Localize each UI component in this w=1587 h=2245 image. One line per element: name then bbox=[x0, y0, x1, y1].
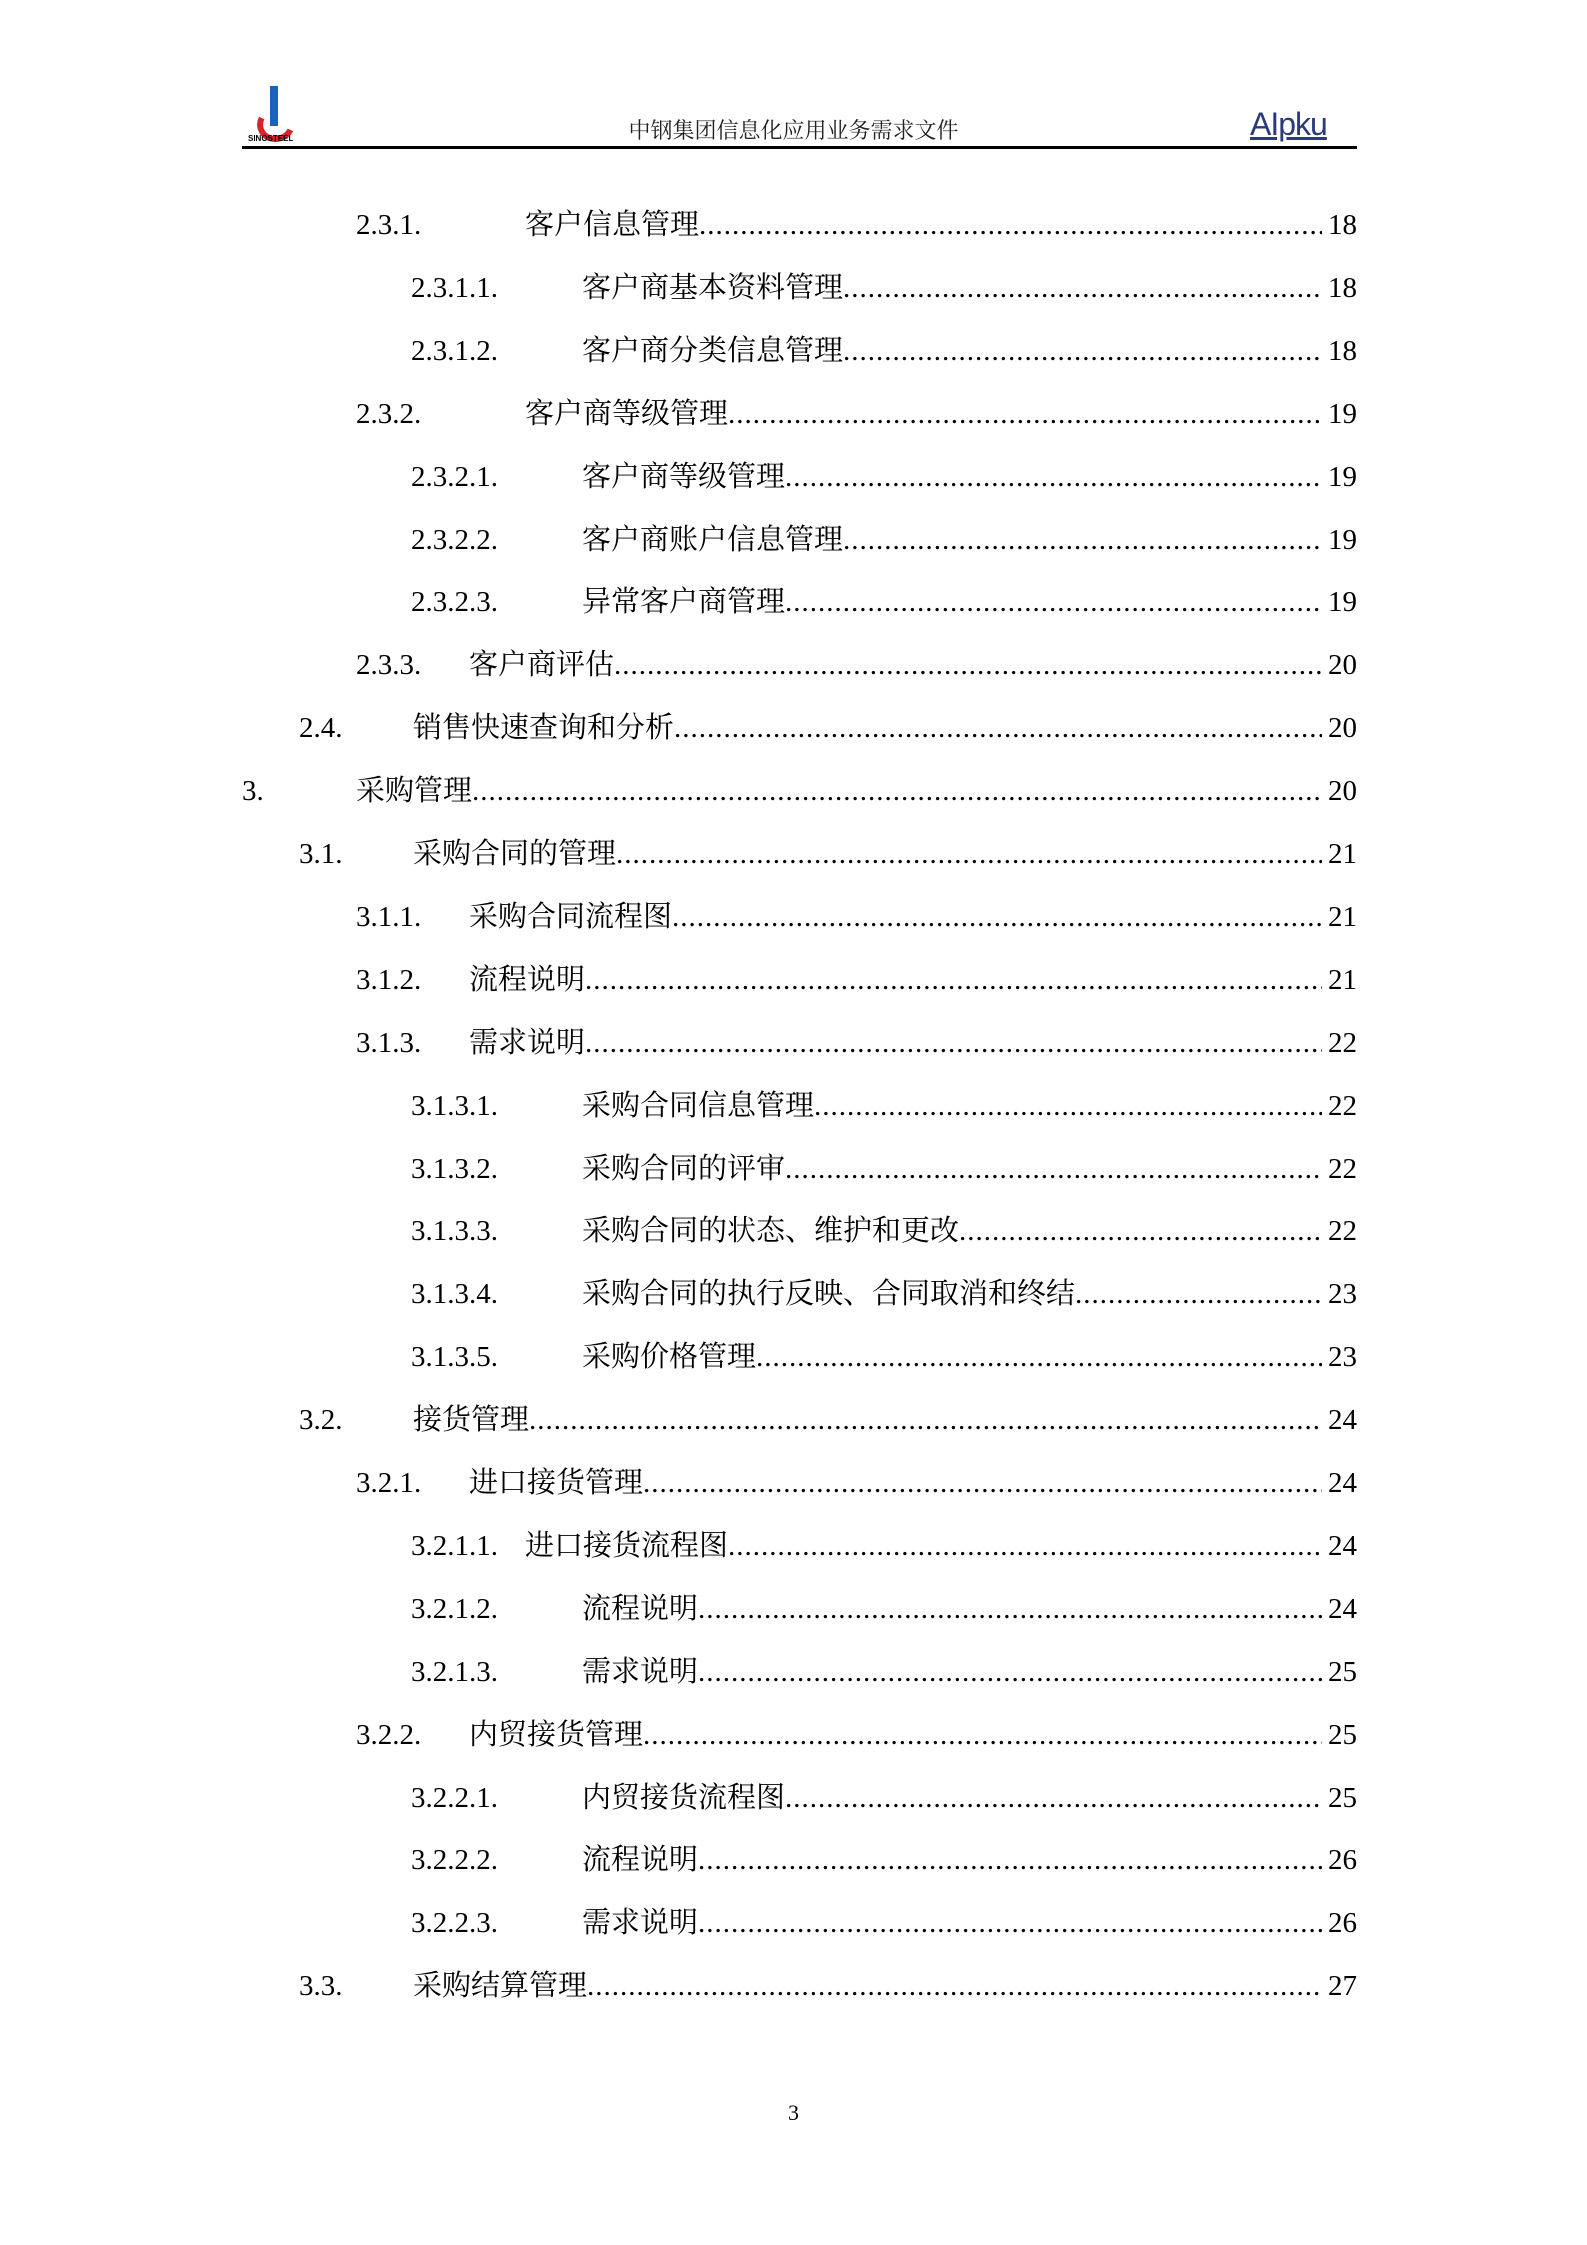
toc-entry-page: 21 bbox=[1328, 900, 1357, 933]
leader-dots bbox=[698, 1903, 1322, 1943]
toc-entry[interactable] bbox=[411, 1526, 1357, 1566]
toc-entry-page: 21 bbox=[1328, 838, 1357, 870]
header-title: 中钢集团信息化应用业务需求文件 bbox=[628, 118, 959, 143]
toc-entry[interactable] bbox=[411, 1274, 1357, 1314]
toc-entry-number: 3.1. bbox=[299, 838, 343, 870]
toc-entry-number: 3.1.2. bbox=[356, 963, 422, 996]
leader-dots bbox=[728, 1526, 1322, 1566]
leader-dots bbox=[785, 1149, 1322, 1189]
toc-entry-title: 客户商等级管理 bbox=[582, 460, 786, 493]
toc-entry-number: 3.2.2.1. bbox=[411, 1781, 498, 1814]
toc-entry-number: 3.1.1. bbox=[356, 900, 422, 933]
toc-entry-page: 19 bbox=[1328, 460, 1357, 493]
toc-entry[interactable] bbox=[411, 1149, 1357, 1189]
leader-dots bbox=[843, 268, 1322, 308]
toc-entry-page: 22 bbox=[1328, 1026, 1357, 1059]
toc-entry[interactable] bbox=[411, 1840, 1357, 1880]
leader-dots bbox=[699, 205, 1322, 245]
toc-entry[interactable] bbox=[356, 1023, 1357, 1063]
toc-entry-number: 2.3.2.1. bbox=[411, 460, 498, 493]
leader-dots bbox=[814, 1086, 1322, 1126]
leader-dots bbox=[643, 1715, 1322, 1755]
toc-entry-title: 流程说明 bbox=[582, 1592, 699, 1625]
toc-entry-title: 销售快速查询和分析 bbox=[413, 712, 675, 745]
toc-entry[interactable] bbox=[411, 268, 1357, 308]
leader-dots bbox=[785, 582, 1322, 622]
leader-dots bbox=[529, 1400, 1322, 1440]
toc-entry[interactable] bbox=[411, 1589, 1357, 1629]
toc-entry-number: 3. bbox=[242, 775, 264, 808]
toc-entry-title: 采购合同的执行反映、合同取消和终结 bbox=[582, 1278, 1076, 1311]
toc-entry-title: 接货管理 bbox=[413, 1404, 530, 1437]
toc-entry[interactable] bbox=[356, 645, 1357, 685]
toc-entry-title: 内贸接货管理 bbox=[469, 1718, 644, 1751]
leader-dots bbox=[614, 645, 1322, 685]
toc-entry[interactable] bbox=[411, 1903, 1357, 1943]
leader-dots bbox=[698, 1589, 1322, 1629]
toc-entry-page: 25 bbox=[1328, 1718, 1357, 1751]
toc-entry-page: 24 bbox=[1328, 1404, 1357, 1437]
toc-entry-number: 3.2. bbox=[299, 1404, 343, 1437]
toc-entry-title: 流程说明 bbox=[582, 1844, 699, 1877]
toc-entry[interactable] bbox=[242, 771, 1357, 811]
toc-entry-number: 3.3. bbox=[299, 1970, 343, 2003]
toc-entry-page: 20 bbox=[1328, 775, 1357, 808]
leader-dots bbox=[643, 1463, 1322, 1503]
toc-entry-title: 采购合同的状态、维护和更改 bbox=[582, 1215, 960, 1248]
toc-entry[interactable] bbox=[356, 1715, 1357, 1755]
toc-entry-page: 23 bbox=[1328, 1278, 1357, 1311]
toc-entry[interactable] bbox=[299, 834, 1357, 874]
leader-dots bbox=[616, 834, 1322, 874]
toc-entry-number: 3.1.3.2. bbox=[411, 1152, 498, 1185]
page-number: 3 bbox=[788, 2100, 799, 2125]
toc-entry-title: 异常客户商管理 bbox=[582, 586, 786, 619]
toc-entry-number: 3.1.3.1. bbox=[411, 1089, 498, 1122]
toc-entry[interactable] bbox=[299, 1966, 1357, 2006]
toc-entry-number: 3.2.1.3. bbox=[411, 1655, 498, 1688]
sinosteel-logo: SINOSTEEL bbox=[248, 86, 298, 146]
toc-entry-page: 19 bbox=[1328, 586, 1357, 619]
toc-entry-page: 19 bbox=[1328, 523, 1357, 556]
toc-entry-page: 20 bbox=[1328, 712, 1357, 745]
leader-dots bbox=[585, 1023, 1322, 1063]
toc-entry-page: 24 bbox=[1328, 1529, 1357, 1562]
leader-dots bbox=[698, 1652, 1322, 1692]
toc-entry[interactable] bbox=[411, 1652, 1357, 1692]
toc-entry-number: 2.4. bbox=[299, 712, 343, 745]
toc-entry-page: 24 bbox=[1328, 1467, 1357, 1499]
toc-entry-page: 23 bbox=[1328, 1341, 1357, 1374]
toc-entry-page: 22 bbox=[1328, 1152, 1357, 1185]
leader-dots bbox=[698, 1840, 1322, 1880]
toc-entry-number: 3.2.2.3. bbox=[411, 1907, 498, 1940]
toc-entry-number: 3.2.2.2. bbox=[411, 1844, 498, 1877]
toc-entry-page: 26 bbox=[1328, 1844, 1357, 1877]
toc-entry-page: 20 bbox=[1328, 649, 1357, 682]
toc-entry[interactable] bbox=[356, 394, 1357, 434]
toc-entry-page: 19 bbox=[1328, 397, 1357, 430]
toc-entry-title: 客户商分类信息管理 bbox=[582, 334, 844, 367]
toc-entry-title: 客户商账户信息管理 bbox=[582, 523, 844, 556]
toc-entry-page: 18 bbox=[1328, 209, 1357, 241]
toc-entry-title: 采购合同的管理 bbox=[413, 838, 617, 870]
toc-entry-title: 进口接货管理 bbox=[469, 1467, 644, 1499]
header-rule bbox=[242, 146, 1357, 149]
toc-entry-number: 2.3.2.3. bbox=[411, 586, 498, 619]
toc-entry-page: 26 bbox=[1328, 1907, 1357, 1940]
toc-entry-title: 客户信息管理 bbox=[525, 209, 700, 241]
toc-entry-title: 客户商等级管理 bbox=[525, 397, 729, 430]
toc-entry-title: 需求说明 bbox=[582, 1655, 699, 1688]
toc-entry-number: 3.1.3.5. bbox=[411, 1341, 498, 1374]
toc-entry-title: 需求说明 bbox=[469, 1026, 586, 1059]
toc-entry[interactable] bbox=[411, 1337, 1357, 1377]
leader-dots bbox=[959, 1211, 1322, 1251]
toc-entry-number: 2.3.3. bbox=[356, 649, 422, 682]
leader-dots bbox=[785, 457, 1322, 497]
toc-entry-page: 18 bbox=[1328, 334, 1357, 367]
toc-entry-title: 进口接货流程图 bbox=[525, 1529, 729, 1562]
toc-entry[interactable] bbox=[356, 205, 1357, 245]
leader-dots bbox=[672, 897, 1322, 937]
toc-entry-number: 3.2.2. bbox=[356, 1718, 422, 1751]
toc-entry-title: 需求说明 bbox=[582, 1907, 699, 1940]
toc-entry[interactable] bbox=[299, 708, 1357, 748]
toc-entry[interactable] bbox=[411, 520, 1357, 560]
toc-entry-title: 采购合同的评审 bbox=[582, 1152, 786, 1185]
leader-dots bbox=[585, 960, 1322, 1000]
toc-entry-page: 24 bbox=[1328, 1592, 1357, 1625]
toc-entry-number: 3.2.1.2. bbox=[411, 1592, 498, 1625]
toc-entry-title: 内贸接货流程图 bbox=[582, 1781, 786, 1814]
toc-entry-page: 25 bbox=[1328, 1655, 1357, 1688]
toc-entry[interactable] bbox=[411, 331, 1357, 371]
toc-entry[interactable] bbox=[411, 1778, 1357, 1818]
leader-dots bbox=[728, 394, 1322, 434]
toc-entry-page: 18 bbox=[1328, 271, 1357, 304]
toc-entry-number: 2.3.1.2. bbox=[411, 334, 498, 367]
toc-entry[interactable] bbox=[299, 1400, 1357, 1440]
leader-dots bbox=[1075, 1274, 1322, 1314]
leader-dots bbox=[587, 1966, 1322, 2006]
toc-entry-page: 22 bbox=[1328, 1215, 1357, 1248]
aipku-logo: AIpku bbox=[1250, 106, 1327, 142]
toc-entry-number: 2.3.2.2. bbox=[411, 523, 498, 556]
toc-entry-title: 采购管理 bbox=[356, 775, 473, 808]
toc-entry[interactable] bbox=[411, 1086, 1357, 1126]
toc-entry-number: 3.1.3.3. bbox=[411, 1215, 498, 1248]
toc-entry-number: 3.1.3. bbox=[356, 1026, 422, 1059]
leader-dots bbox=[843, 520, 1322, 560]
toc-entry-title: 客户商评估 bbox=[469, 649, 615, 682]
toc-entry[interactable] bbox=[356, 1463, 1357, 1503]
toc-entry[interactable] bbox=[411, 1211, 1357, 1251]
leader-dots bbox=[674, 708, 1322, 748]
toc-entry-page: 22 bbox=[1328, 1089, 1357, 1122]
toc-entry-title: 客户商基本资料管理 bbox=[582, 271, 844, 304]
toc-entry-number: 2.3.1. bbox=[356, 209, 422, 241]
toc-entry-title: 采购价格管理 bbox=[582, 1341, 757, 1374]
toc-entry-title: 采购合同信息管理 bbox=[582, 1089, 815, 1122]
toc-entry[interactable] bbox=[356, 960, 1357, 1000]
toc-entry-title: 采购合同流程图 bbox=[469, 900, 673, 933]
toc-entry[interactable] bbox=[411, 457, 1357, 497]
toc-entry-number: 3.2.1.1. bbox=[411, 1529, 498, 1562]
toc-entry-number: 3.1.3.4. bbox=[411, 1278, 498, 1311]
toc-entry-number: 2.3.1.1. bbox=[411, 271, 498, 304]
toc-entry-page: 25 bbox=[1328, 1781, 1357, 1814]
toc-entry-number: 3.2.1. bbox=[356, 1467, 422, 1499]
leader-dots bbox=[756, 1337, 1322, 1377]
toc-entry[interactable] bbox=[356, 897, 1357, 937]
toc-entry-title: 流程说明 bbox=[469, 963, 586, 996]
toc-entry-number: 2.3.2. bbox=[356, 397, 422, 430]
leader-dots bbox=[785, 1778, 1322, 1818]
leader-dots bbox=[472, 771, 1322, 811]
leader-dots bbox=[843, 331, 1322, 371]
toc-entry-page: 27 bbox=[1328, 1970, 1357, 2003]
toc-entry-title: 采购结算管理 bbox=[413, 1970, 588, 2003]
toc-entry-page: 21 bbox=[1328, 963, 1357, 996]
toc-entry[interactable] bbox=[411, 582, 1357, 622]
